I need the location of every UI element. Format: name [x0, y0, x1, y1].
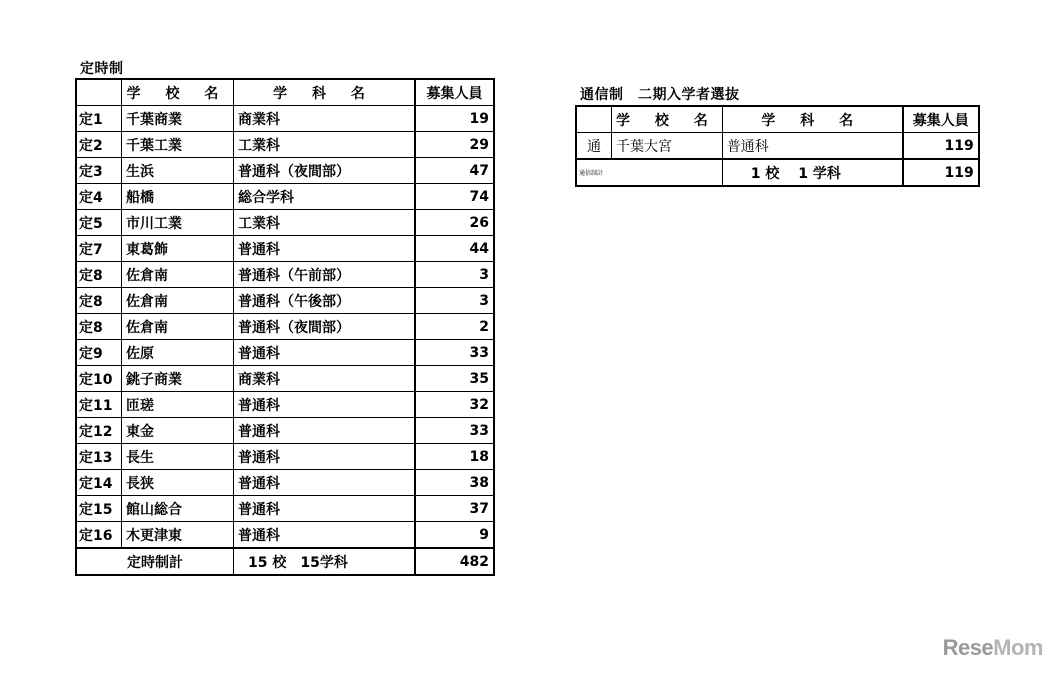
row-school: 千葉商業: [122, 106, 234, 132]
row-capacity: 74: [415, 184, 494, 210]
row-school: 館山総合: [122, 496, 234, 522]
row-dept: 普通科（午後部）: [234, 288, 416, 314]
row-school: 東金: [122, 418, 234, 444]
table-row: [76, 132, 494, 158]
header-school: 学 校 名: [122, 79, 234, 106]
tsushin-table: [575, 105, 980, 187]
row-dept: 普通科: [234, 444, 416, 470]
row-no: 定5: [76, 210, 122, 236]
row-school: 銚子商業: [122, 366, 234, 392]
row-no: 定7: [76, 236, 122, 262]
tsushin-header-row: [576, 106, 979, 133]
total-summary: 1 校 1 学科: [722, 159, 903, 186]
header-no: [576, 106, 612, 133]
row-no: 定10: [76, 366, 122, 392]
row-no: 定15: [76, 496, 122, 522]
table-row: [76, 392, 494, 418]
row-capacity: 38: [415, 470, 494, 496]
row-no: 通: [576, 133, 612, 160]
row-capacity: 18: [415, 444, 494, 470]
row-capacity: 37: [415, 496, 494, 522]
table-row: [76, 470, 494, 496]
row-school: 市川工業: [122, 210, 234, 236]
header-no: [76, 79, 122, 106]
row-capacity: 9: [415, 522, 494, 549]
row-no: 定8: [76, 262, 122, 288]
total-label: 定時制計: [76, 548, 234, 575]
row-dept: 商業科: [234, 106, 416, 132]
row-no: 定11: [76, 392, 122, 418]
resemom-logo: ReseMom: [942, 635, 1043, 660]
table-row: [76, 340, 494, 366]
row-dept: 普通科: [234, 522, 416, 549]
row-no: 定3: [76, 158, 122, 184]
row-school: 佐倉南: [122, 262, 234, 288]
table-row: [76, 106, 494, 132]
row-school: 東葛飾: [122, 236, 234, 262]
table-row: [76, 314, 494, 340]
row-no: 定9: [76, 340, 122, 366]
row-dept: 普通科: [234, 340, 416, 366]
row-capacity: 35: [415, 366, 494, 392]
row-no: 定8: [76, 314, 122, 340]
table-row: [76, 184, 494, 210]
table-row: [76, 262, 494, 288]
row-capacity: 3: [415, 288, 494, 314]
total-summary: 15 校 15学科: [234, 548, 416, 575]
row-capacity: 119: [903, 133, 979, 160]
row-dept: 普通科（夜間部）: [234, 314, 416, 340]
row-capacity: 3: [415, 262, 494, 288]
header-capacity: 募集人員: [903, 106, 979, 133]
row-capacity: 29: [415, 132, 494, 158]
row-school: 佐原: [122, 340, 234, 366]
table-row: [76, 522, 494, 549]
row-capacity: 2: [415, 314, 494, 340]
row-dept: 工業科: [234, 210, 416, 236]
row-dept: 普通科: [722, 133, 903, 160]
total-capacity: 482: [415, 548, 494, 575]
row-capacity: 33: [415, 340, 494, 366]
row-capacity: 33: [415, 418, 494, 444]
row-dept: 工業科: [234, 132, 416, 158]
row-dept: 普通科: [234, 236, 416, 262]
row-dept: 普通科（夜間部）: [234, 158, 416, 184]
header-capacity: 募集人員: [415, 79, 494, 106]
row-school: 木更津東: [122, 522, 234, 549]
row-no: 定4: [76, 184, 122, 210]
row-capacity: 19: [415, 106, 494, 132]
row-capacity: 47: [415, 158, 494, 184]
row-capacity: 32: [415, 392, 494, 418]
table-row: [76, 288, 494, 314]
total-capacity: 119: [903, 159, 979, 186]
tsushin-caption: 通信制 二期入学者選抜: [580, 87, 740, 103]
row-no: 定8: [76, 288, 122, 314]
row-school: 生浜: [122, 158, 234, 184]
table-row: [76, 210, 494, 236]
row-dept: 商業科: [234, 366, 416, 392]
teiji-total-row: [76, 548, 494, 575]
total-label: 通信制計: [576, 159, 722, 186]
row-dept: 普通科（午前部）: [234, 262, 416, 288]
row-school: 佐倉南: [122, 314, 234, 340]
teiji-caption: 定時制: [80, 61, 124, 77]
row-school: 千葉大宮: [612, 133, 723, 160]
tsushin-total-row: [576, 159, 979, 186]
teiji-table: [75, 78, 495, 576]
table-row: [76, 496, 494, 522]
teiji-header-row: [76, 79, 494, 106]
row-no: 定12: [76, 418, 122, 444]
table-row: [76, 418, 494, 444]
row-no: 定13: [76, 444, 122, 470]
header-school: 学 校 名: [612, 106, 723, 133]
row-dept: 普通科: [234, 496, 416, 522]
row-dept: 総合学科: [234, 184, 416, 210]
row-capacity: 44: [415, 236, 494, 262]
row-school: 千葉工業: [122, 132, 234, 158]
row-dept: 普通科: [234, 470, 416, 496]
row-school: 長生: [122, 444, 234, 470]
header-dept: 学 科 名: [234, 79, 416, 106]
row-school: 佐倉南: [122, 288, 234, 314]
row-dept: 普通科: [234, 392, 416, 418]
row-no: 定2: [76, 132, 122, 158]
row-school: 長狭: [122, 470, 234, 496]
table-row: [76, 366, 494, 392]
table-row: [76, 158, 494, 184]
table-row: [76, 236, 494, 262]
header-dept: 学 科 名: [722, 106, 903, 133]
row-school: 匝瑳: [122, 392, 234, 418]
row-dept: 普通科: [234, 418, 416, 444]
row-no: 定16: [76, 522, 122, 549]
table-row: [576, 133, 979, 160]
row-capacity: 26: [415, 210, 494, 236]
row-school: 船橋: [122, 184, 234, 210]
table-row: [76, 444, 494, 470]
row-no: 定1: [76, 106, 122, 132]
row-no: 定14: [76, 470, 122, 496]
